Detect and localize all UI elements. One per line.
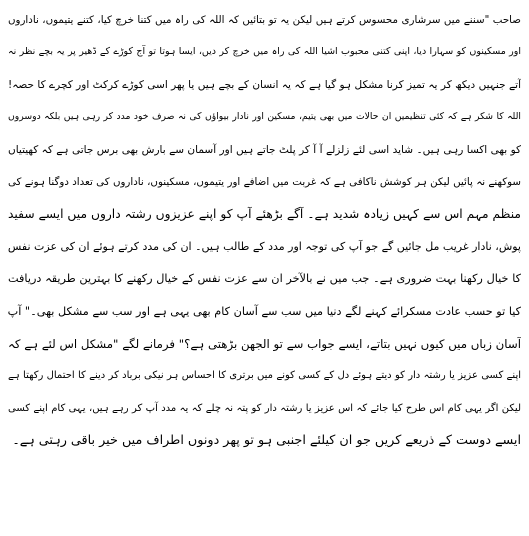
text-line: کو بھی اکسا رہی ہیں۔ شاید اسی لئے زلزلے آ آ کر پلٹ جاتے ہیں اور آسمان سے بارش بھی برس جاتی ہے کہ کھیتیاں <box>8 143 521 156</box>
text-line: لیکن اگر یہی کام اس طرح کیا جائے کہ اس عزیز یا رشتہ دار کو پتہ نہ چلے کہ یہ مدد آپ کر رہے ہیں، یہی کام اپنے کسی <box>8 402 521 414</box>
urdu-paragraph <box>8 4 521 457</box>
text-line: سوکھنے نہ پائیں لیکن ہر کوشش ناکافی ہے کہ غربت میں اضافے اور یتیموں، مسکینوں، ناداروں کی تعداد دوگنا ہونے کی <box>8 175 521 188</box>
text-line: اور مسکینوں کو سہارا دیا، اپنی کتنی محبوب اشیا اللہ کی راہ میں خرچ کر دیں، ایسا ہوتا تو آج کوڑے کے ڈھیر پر یہ بچے نظر نہ <box>8 46 521 58</box>
text-line: اللہ کا شکر ہے کہ کئی تنظیمیں ان حالات میں بھی یتیم، مسکین اور نادار بیواؤں کی نہ صرف خود مدد کر رہی ہیں بلکہ دوسروں <box>8 111 521 123</box>
text-line: منظم مہم اس سے کہیں زیادہ شدید ہے۔ آگے بڑھئے آپ کو اپنے عزیزوں رشتہ داروں میں ایسے سفید <box>8 207 521 222</box>
text-line: ایسے دوست کے ذریعے کریں جو ان کیلئے اجنبی ہو تو پھر دونوں اطراف میں خیر باقی رہتی ہے۔ <box>12 433 521 449</box>
text-line: صاحب "سننے میں سرشاری محسوس کرتے ہیں لیکن یہ تو بتائیں کہ اللہ کی راہ میں کتنا خرچ کیا، کتنے یتیموں، ناداروں <box>8 14 521 26</box>
text-line: آسان زباں میں کیوں نہیں بتاتے، ایسے جواب سے تو الجھن بڑھتی ہے؟" فرمانے لگے "مشکل اس لئے ہے کہ <box>8 336 521 351</box>
text-line: کا خیال رکھنا بہت ضروری ہے۔ جب میں نے بالآخر ان سے عزت نفس کے خیال رکھنے کا بہترین طریقہ دریافت <box>8 272 521 286</box>
text-line: آتے جنہیں دیکھ کر یہ تمیز کرنا مشکل ہو گیا ہے کہ یہ انسان کے بچے ہیں یا پھر اسی کوڑے کرکٹ اور کچرے کا حصہ! <box>8 78 521 91</box>
text-line: کیا تو حسب عادت مسکرائے کہنے لگے دنیا میں سب سے آسان کام بھی یہی ہے اور سب سے مشکل بھی۔" آپ <box>8 304 521 318</box>
text-line: اپنے کسی عزیز یا رشتہ دار کو دیتے ہوئے دل کے کسی کونے میں برتری کا احساس ہر نیکی برباد کر دینے کا احتمال رکھتا ہے <box>8 370 521 382</box>
text-line: پوش، نادار غریب مل جائیں گے جو آپ کی توجہ اور مدد کے طالب ہیں۔ ان کی مدد کرتے ہوئے ان کی عزت نفس <box>8 239 521 253</box>
